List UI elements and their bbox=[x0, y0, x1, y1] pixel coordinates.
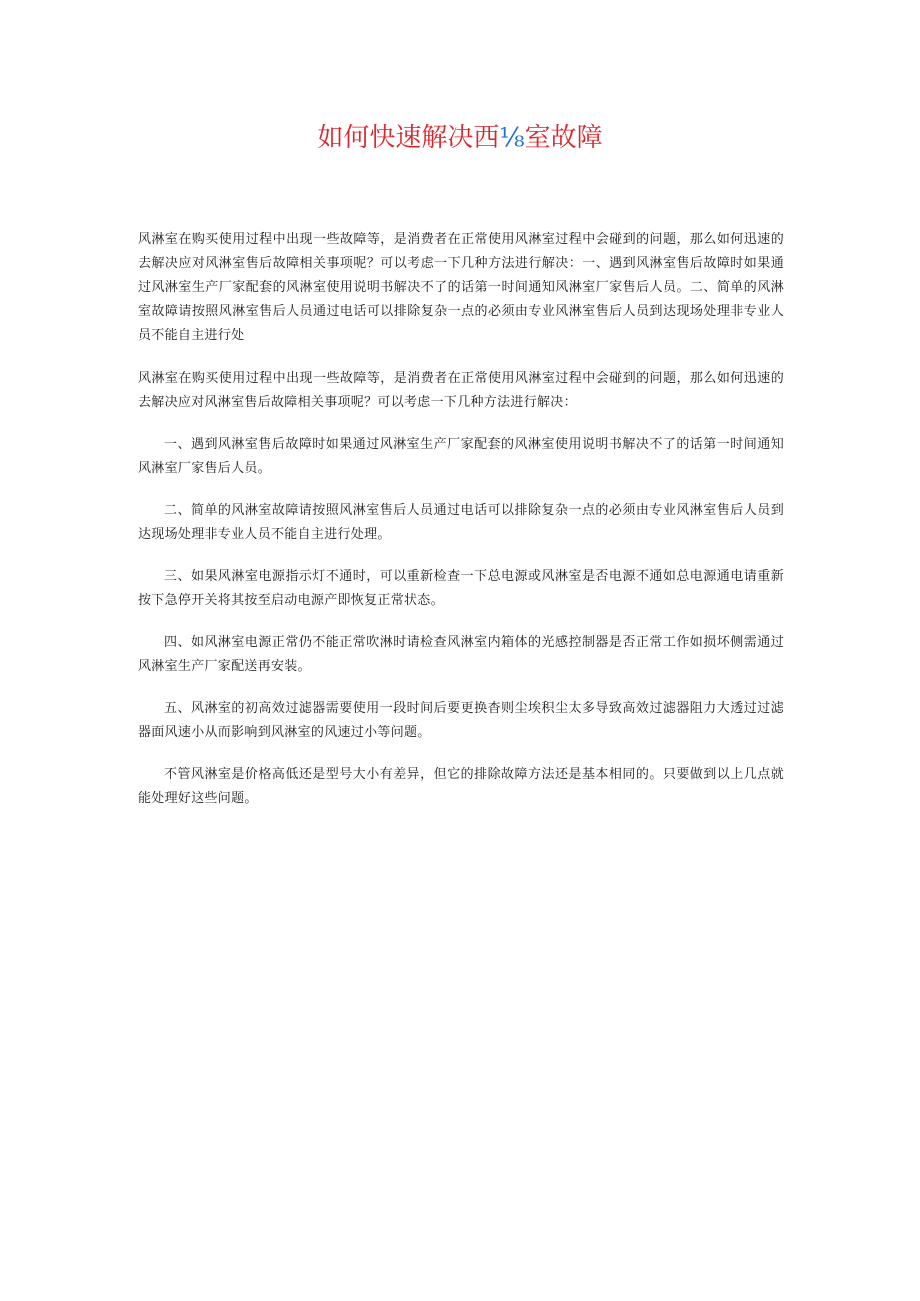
title-text-end: 室故障 bbox=[524, 123, 603, 153]
paragraph-conclusion: 不管风淋室是价格高低还是型号大小有差异，但它的排除故障方法还是基本相同的。只要做到以上几点就能处理好这些问题。 bbox=[138, 767, 784, 806]
paragraph-item-1: 一、遇到风淋室售后故障时如果通过风淋室生产厂家配套的风淋室使用说明书解决不了的话第一时间通知风淋室厂家售后人员。 bbox=[138, 437, 784, 476]
paragraph-summary: 风淋室在购买使用过程中出现一些故障等，是消费者在正常使用风淋室过程中会碰到的问题，那么如何迅速的去解决应对风淋室售后故障相关事项呢？可以考虑一下几种方法进行解决：一、遇到风淋室售后故障时如果通过风淋室生产厂家配套的风淋室使用说明书解决不了的话第一时间通知风淋室厂家售后人员。二、简单的风淋室故障请按照风淋室售后人员通过电话可以排除复杂一点的必须由专业风淋室售后人员到达现场处理非专业人员不能自主进行处 bbox=[138, 232, 784, 343]
document-title bbox=[0, 118, 920, 158]
paragraph-item-3: 三、如果风淋室电源指示灯不通时，可以重新检查一下总电源或风淋室是否电源不通如总电源通电请重新按下急停开关将其按至启动电源产即恢复正常状态。 bbox=[138, 569, 784, 608]
paragraph-item-2: 二、简单的风淋室故障请按照风淋室售后人员通过电话可以排除复杂一点的必须由专业风淋室售后人员到达现场处理非专业人员不能自主进行处理。 bbox=[138, 503, 784, 542]
paragraph-item-4: 四、如风淋室电源正常仍不能正常吹淋时请检查风淋室内箱体的光感控制器是否正常工作如损坏侧需通过风淋室生产厂家配送再安装。 bbox=[138, 635, 784, 674]
paragraph-intro: 风淋室在购买使用过程中出现一些故障等，是消费者在正常使用风淋室过程中会碰到的问题，那么如何迅速的去解决应对风淋室售后故障相关事项呢？可以考虑一下几种方法进行解决： bbox=[138, 371, 784, 410]
title-fraction-glyph: ⅛ bbox=[499, 123, 525, 153]
document-body bbox=[138, 228, 784, 829]
paragraph-item-5: 五、风淋室的初高效过滤器需要使用一段时间后要更换杳则尘埃积尘太多导致高效过滤器阻力大透过过滤器面风速小从而影响到风淋室的风速过小等问题。 bbox=[138, 701, 784, 740]
title-text-start: 如何快速解决西 bbox=[317, 123, 500, 153]
